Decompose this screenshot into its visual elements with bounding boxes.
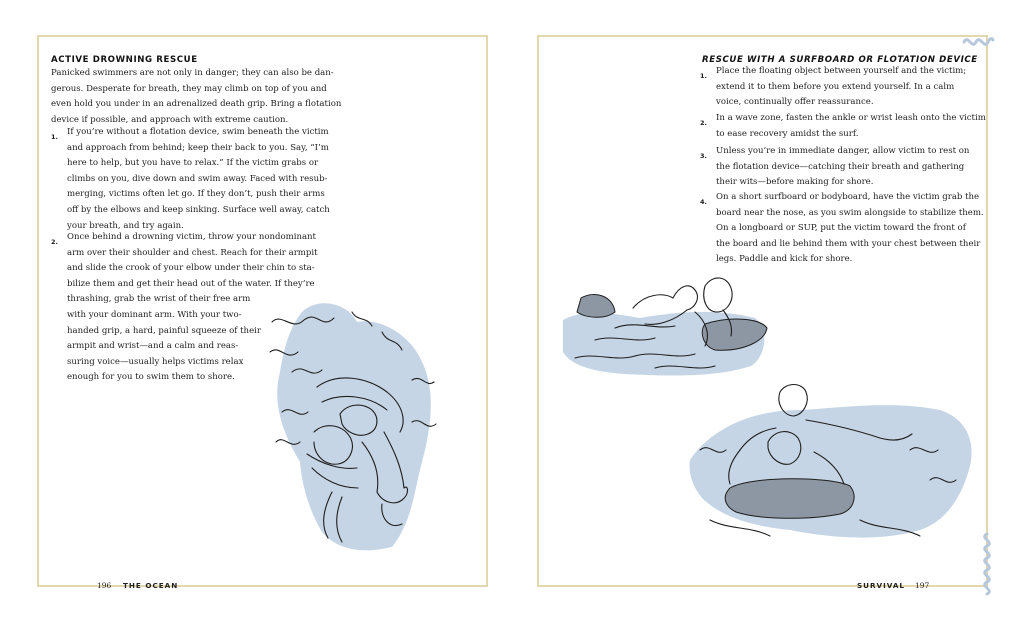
list-line: off by the elbows and keep sinking. Surface well away, catch [67,204,330,215]
list-line: arm over their shoulder and chest. Reach for their armpit [67,247,318,258]
list-line: here to help, but you have to relax.” If the victim grabs or [67,158,319,169]
list-text [716,111,986,142]
list-line: extend it to them before you extend yourself. In a calm [716,81,955,92]
flotation-rescue-illustration [555,268,775,388]
bodyboard-rescue-illustration [680,380,980,560]
list-text [716,64,966,111]
list-text [716,190,984,268]
intro-line: Panicked swimmers are not only in danger; they can also be dan- [51,68,334,78]
list-line: On a short surfboard or bodyboard, have the victim grab the [716,192,980,202]
list-line: bilize them and get their head out of the water. If they’re [67,278,315,289]
intro-line: device if possible, and approach with extreme caution. [51,114,289,125]
list-line: the board and lie behind them with your chest between their [716,238,981,249]
list-line: legs. Paddle and kick for shore. [716,254,853,265]
list-line: your breath, and try again. [67,220,184,231]
bodyboard [725,479,854,519]
wave-ornament-top [962,32,994,52]
list-line: thrashing, grab the wrist of their free arm [67,294,251,305]
list-line: climbs on you, dive down and swim away. Faced with resub- [67,173,328,184]
list-line: If you’re without a flotation device, swim beneath the victim [67,127,329,137]
list-text [716,144,969,191]
list-line: Once behind a drowning victim, throw your nondominant [67,232,316,242]
wave-ornament-bottom [978,532,996,602]
list-line: In a wave zone, fasten the ankle or wrist leash onto the victim [716,113,986,123]
list-number: 1. [51,133,58,141]
list-line: and slide the crook of your elbow under their chin to sta- [67,263,315,274]
list-text [67,125,330,234]
right-page-number: 197 [915,581,930,590]
list-line: Place the floating object between yourself and the victim; [716,66,967,76]
list-number: 2. [700,119,707,127]
right-running-footer: SURVIVAL [857,581,906,590]
list-number: 3. [700,152,707,160]
drowning-rescue-illustration [262,292,442,562]
list-line: On a longboard or SUP, put the victim toward the front of [716,223,966,234]
list-line: voice, continually offer reassurance. [716,97,874,108]
list-line: Unless you’re in immediate danger, allow victim to rest on [716,146,970,156]
list-line: their wits—before making for shore. [716,177,874,188]
section-heading-surfboard-rescue: RESCUE WITH A SURFBOARD OR FLOTATION DEVICE [702,55,978,65]
section-heading-active-drowning-rescue: ACTIVE DROWNING RESCUE [51,55,198,65]
list-number: 1. [700,72,707,80]
intro-line: gerous. Desperate for breath, they may climb on top of you and [51,83,327,94]
list-line: suring voice—usually helps victims relax [67,356,244,367]
list-line: enough for you to swim them to shore. [67,372,235,383]
list-line: board near the nose, as you swim alongside to stabilize them. [716,207,984,218]
intro-paragraph [51,66,341,128]
water-patch [277,303,431,550]
list-line: to ease recovery amidst the surf. [716,128,859,139]
list-line: the flotation device—catching their breath and gathering [716,161,965,172]
list-line: handed grip, a hard, painful squeeze of their [67,325,261,336]
list-line: and approach from behind; keep their back to you. Say, “I’m [67,142,329,153]
list-number: 2. [51,238,58,246]
intro-line: even hold you under in an adrenalized death grip. Bring a flotation [51,99,342,110]
list-line: with your dominant arm. With your two- [67,309,242,320]
list-number: 4. [700,198,707,206]
left-page-number: 196 [97,581,112,590]
list-line: armpit and wrist—and a calm and reas- [67,341,239,352]
board-tail [577,294,615,317]
left-running-footer: THE OCEAN [123,581,179,590]
list-line: merging, victims often let go. If they don’t, push their arms [67,189,325,200]
